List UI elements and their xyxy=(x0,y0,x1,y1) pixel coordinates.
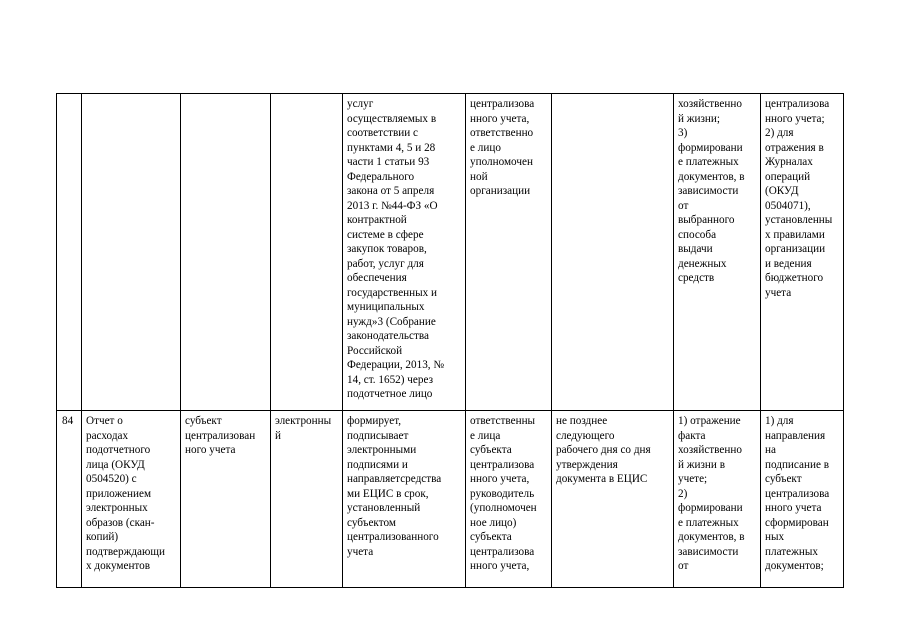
deadline-cell xyxy=(552,94,674,411)
recipient-actions-cell: 1) отражение факта хозяйственно й жизни в учете; 2) формировани е платежных документов, в зависимости от xyxy=(674,411,761,588)
creator-cell xyxy=(181,94,271,411)
document-name-cell xyxy=(82,94,181,411)
recipient-actions-cell: хозяйственно й жизни; 3) формировани е платежных документов, в зависимости от выбранного способа выдачи денежных средств xyxy=(674,94,761,411)
creator-cell: субъект централизован ного учета xyxy=(181,411,271,588)
responsible-cell: централизова нного учета, ответственно е лицо уполномочен ной организации xyxy=(466,94,552,411)
deadline-cell: не позднее следующего рабочего дня со дня утверждения документа в ЕЦИС xyxy=(552,411,674,588)
responsible-cell: ответственны е лица субъекта централизова нного учета, руководитель (уполномочен ное лицо) субъекта централизова нного учета, xyxy=(466,411,552,588)
form-cell xyxy=(271,94,343,411)
procedure-cell: формирует, подписывает электронными подписями и направляетсредства ми ЕЦИС в срок, установленный субъектом централизованного учета xyxy=(343,411,466,588)
creator-actions-cell: централизова нного учета; 2) для отражения в Журналах операций (ОКУД 0504071), установленны х правилами организации и ведения бюджетного учета xyxy=(761,94,844,411)
row-number-cell xyxy=(57,94,82,411)
form-cell: электронны й xyxy=(271,411,343,588)
procedure-cell: услуг осуществляемых в соответствии с пунктами 4, 5 и 28 части 1 статьи 93 Федерального закона от 5 апреля 2013 г. №44-ФЗ «О контрактной системе в сфере закупок товаров, работ, услуг для обеспечения государственных и муниципальных нужд»3 (Собрание законодательства Российской Федерации, 2013, № 14, ст. 1652) через подотчетное лицо xyxy=(343,94,466,411)
row-number-cell: 84 xyxy=(57,411,82,588)
document-name-cell: Отчет о расходах подотчетного лица (ОКУД 0504520) с приложением электронных образов (скан- копий) подтверждающи х документов xyxy=(82,411,181,588)
creator-actions-cell: 1) для направления на подписание в субъект централизова нного учета сформирован ных платежных документов; xyxy=(761,411,844,588)
table-row xyxy=(57,94,844,411)
table-row xyxy=(57,411,844,588)
document-table xyxy=(56,93,844,588)
